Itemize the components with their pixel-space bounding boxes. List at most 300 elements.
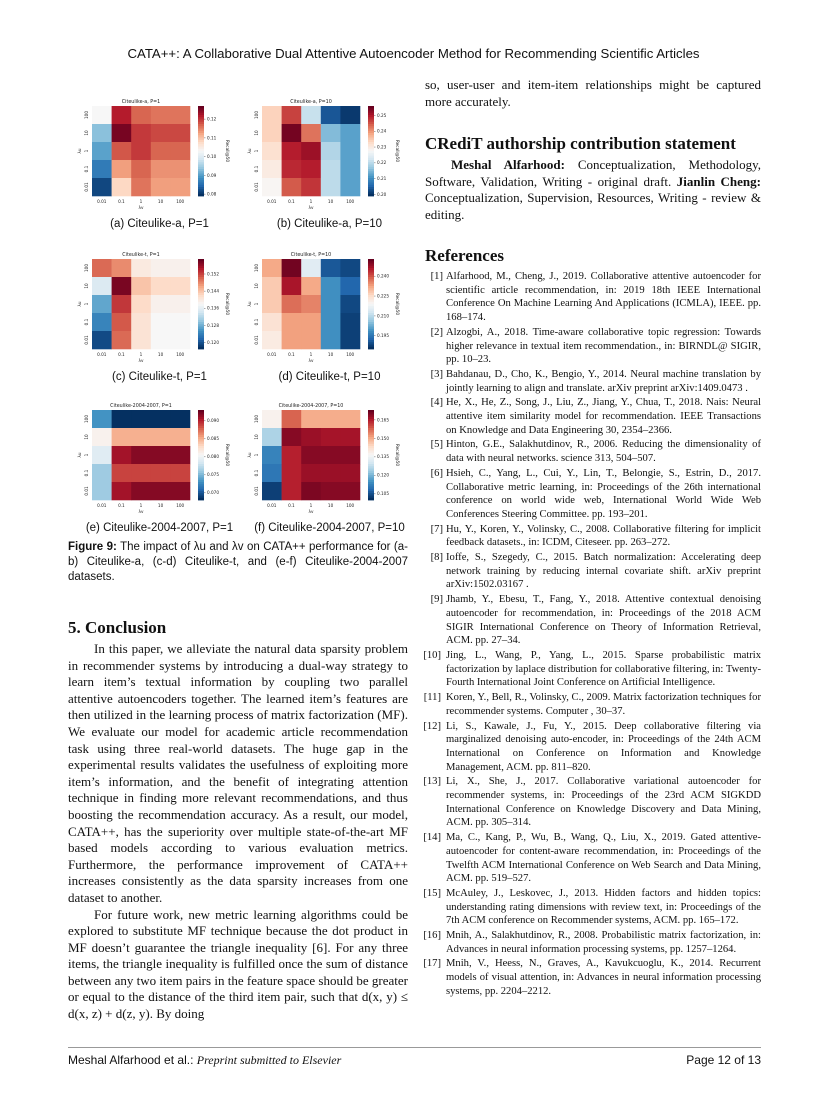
figure-caption-text: The impact of λu and λv on CATA++ performance for (a-b) Citeulike-a, (c-d) Citeulike-t, and (e-f) Citeulike-2004-2007 datasets.	[68, 541, 408, 583]
heatmap-cell	[340, 428, 360, 446]
colorbar-tick-label: 0.120	[207, 339, 219, 345]
colorbar-tick-label: 0.090	[207, 418, 219, 424]
reference-item	[425, 887, 761, 928]
heatmap-cell	[340, 482, 360, 500]
heatmap-cell	[321, 446, 341, 464]
x-tick-label: 0.1	[118, 503, 125, 508]
heatmap-cell	[112, 277, 132, 295]
heatmap-cell	[282, 124, 302, 142]
heatmap-cell	[282, 482, 302, 500]
heatmap-cell	[301, 277, 321, 295]
heatmap-cell	[170, 106, 190, 124]
heatmap-cell	[321, 410, 341, 428]
x-tick-label: 10	[327, 352, 334, 357]
subfigure-caption: (f) Citeulike-2004-2007, P=10	[254, 522, 405, 534]
heatmap-cell	[282, 410, 302, 428]
heatmap-cell	[112, 446, 132, 464]
x-axis-label: λv	[138, 358, 144, 363]
heatmap-panel-a	[72, 94, 247, 244]
heatmap-cell	[92, 160, 112, 178]
heatmap-cell	[112, 178, 132, 196]
x-tick-label: 100	[346, 503, 355, 508]
reference-number: [15]	[423, 887, 441, 899]
colorbar-tick-label: 0.128	[207, 322, 219, 328]
heatmap-cell	[282, 295, 302, 313]
paragraph-continued: so, user-user and item-item relationships might be captured more accurately.	[425, 77, 761, 109]
heatmap-cell	[301, 464, 321, 482]
reference-text: Koren, Y., Bell, R., Volinsky, C., 2009. Matrix factorization techniques for recommender systems. Computer , 30–37.	[446, 692, 761, 717]
heatmap-cell	[131, 482, 151, 500]
heatmap-cell	[112, 160, 132, 178]
reference-text: Mnih, A., Salakhutdinov, R., 2008. Probabilistic matrix factorization, in: Advances in neural information processing systems, pp. 1257–1264.	[446, 930, 761, 955]
x-tick-label: 0.01	[267, 352, 277, 357]
reference-item	[425, 649, 761, 690]
heatmap-cell	[151, 106, 171, 124]
heatmap-cell	[131, 259, 151, 277]
y-tick-label: 0.01	[254, 486, 259, 496]
y-tick-label: 0.1	[254, 318, 259, 326]
heatmap-cell	[131, 331, 151, 349]
reference-item	[425, 775, 761, 830]
heatmap-e	[72, 398, 247, 520]
footer-citation	[68, 1053, 341, 1068]
heatmap-cell	[92, 259, 112, 277]
heatmap-cell	[321, 277, 341, 295]
reference-item	[425, 831, 761, 886]
heatmap-panel-d	[242, 247, 417, 397]
reference-item	[425, 467, 761, 522]
x-tick-label: 10	[157, 199, 164, 204]
x-tick-label: 1	[139, 352, 143, 357]
heatmap-cell	[282, 464, 302, 482]
heatmap-panel-c	[72, 247, 247, 397]
heatmap-cell	[131, 178, 151, 196]
section-heading-references: References	[425, 246, 504, 265]
running-title: CATA++: A Collaborative Dual Attentive Autoencoder Method for Recommending Scientific Articles	[127, 46, 700, 61]
reference-item	[425, 326, 761, 367]
x-tick-label: 1	[309, 199, 313, 204]
colorbar-tick-label: 0.20	[377, 191, 387, 197]
heatmap-cell	[112, 313, 132, 331]
reference-text: Alzogbi, A., 2018. Time-aware collaborative topic regression: Towards higher relevance in textual item recommendation., in: BIRNDL@ SIGIR, pp. 10–23.	[446, 326, 761, 366]
heatmap-cell	[112, 106, 132, 124]
reference-number: [3]	[430, 368, 443, 380]
heatmap-cell	[282, 313, 302, 331]
heatmap-cell	[321, 295, 341, 313]
colorbar-tick-label: 0.10	[207, 154, 217, 160]
heatmap-cell	[301, 124, 321, 142]
heatmap-cell	[151, 331, 171, 349]
credit-statement	[425, 157, 761, 223]
heatmap-cell	[282, 428, 302, 446]
heatmap-cell	[92, 277, 112, 295]
x-tick-label: 0.1	[118, 199, 125, 204]
y-tick-label: 100	[84, 415, 89, 423]
heatmap-title: Citeulike-t, P=10	[290, 253, 332, 258]
reference-number: [13]	[423, 776, 441, 788]
y-axis-label: λu	[77, 148, 82, 154]
colorbar-segment	[198, 498, 204, 501]
heatmap-cell	[301, 160, 321, 178]
subfigure-caption: (c) Citeulike-t, P=1	[112, 371, 207, 383]
heatmap-cell	[112, 428, 132, 446]
heatmap-cell	[92, 446, 112, 464]
colorbar-tick-label: 0.25	[377, 112, 387, 118]
section-heading-credit: CRediT authorship contribution statement	[425, 134, 736, 153]
colorbar-tick-label: 0.22	[377, 160, 387, 166]
paragraph: In this paper, we alleviate the natural data sparsity problem in recommender systems by introducing a dual-way strategy to learn item’s textual information by coupling two parallel attentive autoencoders together. The learned item’s features are then utilized in the learning process of matrix factorization (MF). We evaluate our model for academic article recommendation task using three real-world datasets. The huge gap in the experimental results validates the usefulness of exploiting more item’s information, and the benefit of integrating attention technique in finding more relevant recommendations, and thus boosting the recommendation accuracy. As a result, our model, CATA++, has the superiority over multiple state-of-the-art MF based models according to various evaluation metrics. Furthermore, the performance improvement of CATA++ increases consistently as the data sparsity increases from one dataset to another.	[68, 641, 408, 905]
x-tick-label: 10	[327, 503, 334, 508]
heatmap-cell	[151, 464, 171, 482]
heatmap-cell	[340, 178, 360, 196]
heatmap-cell	[282, 259, 302, 277]
heatmap-cell	[340, 410, 360, 428]
heatmap-panel-e	[72, 398, 247, 548]
heatmap-cell	[340, 259, 360, 277]
heatmap-title: Citeulike-t, P=1	[122, 253, 160, 258]
heatmap-cell	[151, 482, 171, 500]
reference-text: Hinton, G.E., Salakhutdinov, R., 2006. Reducing the dimensionality of data with neural networks. science 313, 504–507.	[446, 439, 761, 465]
heatmap-cell	[151, 313, 171, 331]
colorbar-tick-label: 0.24	[377, 128, 387, 134]
heatmap-cell	[301, 446, 321, 464]
colorbar-label: Recall@50	[395, 139, 400, 163]
x-tick-label: 10	[157, 503, 164, 508]
heatmap-cell	[340, 277, 360, 295]
colorbar-segment	[198, 347, 204, 350]
heatmap-cell	[282, 142, 302, 160]
heatmap-panel-f	[242, 398, 417, 548]
colorbar-tick-label: 0.105	[377, 491, 389, 497]
colorbar-segment	[368, 347, 374, 350]
heatmap-cell	[262, 277, 282, 295]
y-tick-label: 10	[254, 130, 259, 136]
x-tick-label: 1	[139, 199, 143, 204]
conclusion-body	[68, 641, 408, 1023]
colorbar-label: Recall@50	[225, 292, 230, 316]
heatmap-cell	[131, 277, 151, 295]
heatmap-cell	[170, 464, 190, 482]
heatmap-cell	[131, 295, 151, 313]
reference-number: [6]	[430, 467, 443, 479]
y-tick-label: 1	[254, 453, 259, 457]
heatmap-cell	[170, 142, 190, 160]
paragraph: For future work, new metric learning algorithms could be explored to substitute MF technique because the dot product in MF doesn’t guarantee the triangle inequality [6]. For any three items, the triangle inequality is fulfilled once the sum of distance between any two item pairs in the feature space should be greater or equal to the distance of the third item pair, such that d(x, y) ≤ d(x, z) + d(z, y). By doing	[68, 906, 408, 1022]
heatmap-title: Citeulike-2004-2007, P=1	[110, 404, 172, 409]
colorbar-tick-label: 0.12	[207, 116, 217, 122]
reference-number: [5]	[430, 439, 443, 451]
y-tick-label: 100	[84, 111, 89, 119]
footer-divider	[68, 1047, 761, 1048]
reference-number: [1]	[430, 271, 443, 282]
heatmap-cell	[151, 295, 171, 313]
heatmap-cell	[321, 160, 341, 178]
reference-text: Hsieh, C., Yang, L., Cui, Y., Lin, T., Belongie, S., Estrin, D., 2017. Collaborative metric learning, in: Proceedings of the 26th international conference on world wide web, International World Wide Web Conferences Steering Committee. pp. 193–201.	[446, 467, 761, 520]
y-axis-label: λu	[247, 301, 252, 307]
colorbar-tick-label: 0.195	[377, 333, 389, 339]
heatmap-cell	[262, 124, 282, 142]
heatmap-cell	[112, 259, 132, 277]
heatmap-cell	[112, 124, 132, 142]
heatmap-cell	[151, 160, 171, 178]
heatmap-cell	[301, 295, 321, 313]
heatmap-cell	[112, 410, 132, 428]
heatmap-cell	[282, 446, 302, 464]
reference-text: He, X., He, Z., Song, J., Liu, Z., Jiang, Y., Chua, T., 2018. Nais: Neural attentive item similarity model for recommendation. IEEE Transactions on Knowledge and Data Engineering 30, 2354–2366.	[446, 397, 761, 436]
heatmap-cell	[170, 178, 190, 196]
reference-text: Ioffe, S., Szegedy, C., 2015. Batch normalization: Accelerating deep network training by reducing internal covariate shift. arXiv preprint arXiv:1502.03167 .	[446, 552, 761, 591]
colorbar-tick-label: 0.080	[207, 454, 219, 460]
reference-number: [14]	[423, 832, 441, 844]
colorbar-tick-label: 0.135	[377, 454, 389, 460]
heatmap-cell	[301, 259, 321, 277]
reference-item	[425, 593, 761, 648]
figure-label: Figure 9:	[68, 541, 117, 553]
heatmap-cell	[170, 482, 190, 500]
figure-caption	[68, 540, 408, 585]
heatmap-cell	[321, 178, 341, 196]
heatmap-cell	[301, 142, 321, 160]
reference-number: [11]	[423, 692, 441, 704]
heatmap-cell	[340, 160, 360, 178]
x-tick-label: 0.01	[97, 503, 107, 508]
x-tick-label: 0.1	[288, 352, 295, 357]
heatmap-cell	[301, 331, 321, 349]
heatmap-cell	[112, 142, 132, 160]
heatmap-cell	[131, 313, 151, 331]
heatmap-cell	[170, 313, 190, 331]
heatmap-cell	[151, 124, 171, 142]
heatmap-cell	[131, 410, 151, 428]
x-tick-label: 1	[309, 352, 313, 357]
heatmap-cell	[151, 259, 171, 277]
heatmap-cell	[262, 313, 282, 331]
reference-number: [4]	[430, 397, 443, 409]
heatmap-title: Citeulike-a, P=1	[121, 100, 161, 105]
colorbar-tick-label: 0.136	[207, 305, 219, 311]
colorbar-tick-label: 0.21	[377, 176, 387, 182]
heatmap-cell	[131, 124, 151, 142]
heatmap-cell	[112, 482, 132, 500]
reference-number: [9]	[430, 594, 443, 606]
colorbar-tick-label: 0.09	[207, 172, 217, 178]
colorbar-label: Recall@50	[225, 139, 230, 163]
x-tick-label: 100	[176, 503, 185, 508]
heatmap-cell	[262, 142, 282, 160]
heatmap-cell	[92, 428, 112, 446]
reference-list	[425, 270, 761, 1000]
heatmap-cell	[92, 178, 112, 196]
y-axis-label: λu	[247, 148, 252, 154]
subfigure-caption: (a) Citeulike-a, P=1	[110, 218, 209, 230]
heatmap-cell	[92, 464, 112, 482]
x-tick-label: 0.01	[267, 199, 277, 204]
colorbar-segment	[368, 498, 374, 501]
reference-item	[425, 720, 761, 775]
heatmap-cell	[282, 178, 302, 196]
heatmap-f	[242, 398, 417, 520]
heatmap-cell	[301, 106, 321, 124]
reference-text: Mnih, V., Heess, N., Graves, A., Kavukcuoglu, K., 2014. Recurrent models of visual attention, in: Advances in neural information processing systems, pp. 2204–2212.	[446, 958, 761, 997]
y-tick-label: 1	[84, 453, 89, 457]
colorbar-tick-label: 0.165	[377, 417, 389, 423]
heatmap-cell	[340, 331, 360, 349]
heatmap-panel-b	[242, 94, 417, 244]
colorbar-segment	[198, 194, 204, 197]
x-axis-label: λv	[138, 205, 144, 210]
y-tick-label: 100	[254, 111, 259, 119]
heatmap-cell	[92, 142, 112, 160]
heatmap-cell	[282, 106, 302, 124]
author-name: Meshal Alfarhood:	[451, 157, 565, 172]
x-tick-label: 10	[327, 199, 334, 204]
heatmap-cell	[262, 446, 282, 464]
reference-text: Hu, Y., Koren, Y., Volinsky, C., 2008. Collaborative filtering for implicit feedback datasets., in: ICDM, Citeseer. pp. 263–272.	[446, 523, 761, 549]
x-tick-label: 100	[346, 199, 355, 204]
colorbar-segment	[368, 194, 374, 197]
y-tick-label: 0.01	[84, 335, 89, 345]
x-axis-label: λv	[138, 509, 144, 514]
heatmap-cell	[321, 124, 341, 142]
reference-text: Jhamb, Y., Ebesu, T., Fang, Y., 2018. Attentive contextual denoising autoencoder for recommendation, in: Proceedings of the 2018 ACM SIGIR International Conference on Theory of Information Retrieval, ACM. pp. 27–34.	[446, 594, 761, 647]
colorbar-tick-label: 0.08	[207, 191, 217, 197]
heatmap-cell	[151, 178, 171, 196]
heatmap-cell	[151, 446, 171, 464]
x-tick-label: 0.01	[267, 503, 277, 508]
heatmap-cell	[92, 410, 112, 428]
heatmap-cell	[112, 295, 132, 313]
heatmap-cell	[340, 313, 360, 331]
colorbar-tick-label: 0.152	[207, 271, 219, 277]
colorbar-label: Recall@50	[395, 292, 400, 316]
heatmap-cell	[170, 259, 190, 277]
heatmap-cell	[170, 428, 190, 446]
y-tick-label: 0.1	[254, 165, 259, 173]
heatmap-cell	[170, 160, 190, 178]
reference-number: [10]	[423, 649, 441, 661]
reference-text: Ma, C., Kang, P., Wu, B., Wang, Q., Liu, X., 2019. Gated attentive-autoencoder for content-aware recommendation, in: Proceedings of the Twelfth ACM International Conference on Web Search and Data Mining, ACM. pp. 519–527.	[446, 832, 761, 885]
x-tick-label: 1	[139, 503, 143, 508]
reference-item	[425, 396, 761, 437]
heatmap-cell	[170, 277, 190, 295]
y-tick-label: 100	[84, 264, 89, 272]
heatmap-cell	[112, 464, 132, 482]
heatmap-cell	[301, 178, 321, 196]
heatmap-cell	[340, 106, 360, 124]
reference-item	[425, 691, 761, 718]
x-tick-label: 10	[157, 352, 164, 357]
footer-authors: Meshal Alfarhood et al.:	[68, 1053, 197, 1067]
x-axis-label: λv	[308, 205, 314, 210]
reference-item	[425, 929, 761, 956]
heatmap-cell	[131, 464, 151, 482]
colorbar-tick-label: 0.150	[377, 435, 389, 441]
heatmap-cell	[301, 410, 321, 428]
heatmap-cell	[92, 482, 112, 500]
heatmap-cell	[131, 446, 151, 464]
heatmap-cell	[321, 464, 341, 482]
colorbar-tick-label: 0.070	[207, 490, 219, 496]
heatmap-cell	[262, 482, 282, 500]
reference-item	[425, 270, 761, 325]
x-tick-label: 0.1	[288, 503, 295, 508]
y-tick-label: 1	[84, 302, 89, 306]
colorbar-tick-label: 0.11	[207, 135, 217, 141]
x-tick-label: 1	[309, 503, 313, 508]
footer-venue: Preprint submitted to Elsevier	[196, 1053, 342, 1067]
y-axis-label: λu	[77, 452, 82, 458]
x-tick-label: 0.1	[288, 199, 295, 204]
heatmap-cell	[262, 410, 282, 428]
heatmap-cell	[321, 313, 341, 331]
y-tick-label: 1	[84, 149, 89, 153]
y-tick-label: 0.01	[254, 335, 259, 345]
heatmap-title: Citeulike-a, P=10	[290, 100, 332, 105]
heatmap-d	[242, 247, 417, 369]
reference-item	[425, 438, 761, 465]
y-tick-label: 0.1	[254, 469, 259, 477]
heatmap-cell	[262, 464, 282, 482]
author-roles: Conceptualization, Supervision, Resources, Writing - review & editing.	[425, 190, 761, 222]
y-tick-label: 10	[84, 130, 89, 136]
heatmap-cell	[151, 428, 171, 446]
heatmap-cell	[92, 295, 112, 313]
x-axis-label: λv	[308, 358, 314, 363]
reference-text: Alfarhood, M., Cheng, J., 2019. Collaborative attentive autoencoder for scientific article recommendation, in: 2019 18th IEEE International Conference On Machine Learning And Applications (ICMLA), IEEE. pp. 168–174.	[446, 271, 761, 324]
heatmap-cell	[262, 295, 282, 313]
y-axis-label: λu	[247, 452, 252, 458]
y-tick-label: 0.1	[84, 469, 89, 477]
heatmap-cell	[170, 410, 190, 428]
x-tick-label: 100	[176, 199, 185, 204]
y-tick-label: 0.01	[254, 182, 259, 192]
heatmap-cell	[340, 142, 360, 160]
reference-number: [8]	[430, 552, 443, 564]
heatmap-c	[72, 247, 247, 369]
reference-number: [16]	[423, 930, 441, 942]
y-tick-label: 10	[84, 283, 89, 289]
y-tick-label: 1	[254, 149, 259, 153]
y-tick-label: 100	[254, 264, 259, 272]
x-tick-label: 0.01	[97, 352, 107, 357]
heatmap-cell	[92, 106, 112, 124]
y-tick-label: 0.01	[84, 182, 89, 192]
y-tick-label: 0.1	[84, 165, 89, 173]
heatmap-cell	[131, 142, 151, 160]
subfigure-caption: (e) Citeulike-2004-2007, P=1	[85, 522, 234, 534]
heatmap-cell	[170, 331, 190, 349]
reference-text: Li, X., She, J., 2017. Collaborative variational autoencoder for recommender systems, in: Proceedings of the 23rd ACM SIGKDD International Conference on Knowledge Discovery and Data Mining, ACM. pp. 305–314.	[446, 776, 761, 829]
colorbar-tick-label: 0.075	[207, 472, 219, 478]
heatmap-cell	[282, 277, 302, 295]
reference-number: [12]	[423, 720, 441, 732]
x-tick-label: 100	[346, 352, 355, 357]
heatmap-cell	[321, 331, 341, 349]
colorbar-label: Recall@50	[225, 443, 230, 467]
x-axis-label: λv	[308, 509, 314, 514]
heatmap-cell	[262, 428, 282, 446]
y-tick-label: 1	[254, 302, 259, 306]
heatmap-a	[72, 94, 247, 216]
heatmap-cell	[262, 106, 282, 124]
y-tick-label: 10	[254, 434, 259, 440]
heatmap-cell	[262, 259, 282, 277]
reference-item	[425, 957, 761, 998]
y-axis-label: λu	[77, 301, 82, 307]
reference-text: Bahdanau, D., Cho, K., Bengio, Y., 2014. Neural machine translation by jointly learning to align and translate. arXiv preprint arXiv:1409.0473 .	[446, 368, 761, 394]
reference-number: [7]	[430, 523, 443, 535]
reference-text: Li, S., Kawale, J., Fu, Y., 2015. Deep collaborative filtering via marginalized denoising auto-encoder, in: Proceedings of the 24th ACM International on Conference on Information and Knowledge Management, ACM. pp. 811–820.	[446, 720, 761, 773]
